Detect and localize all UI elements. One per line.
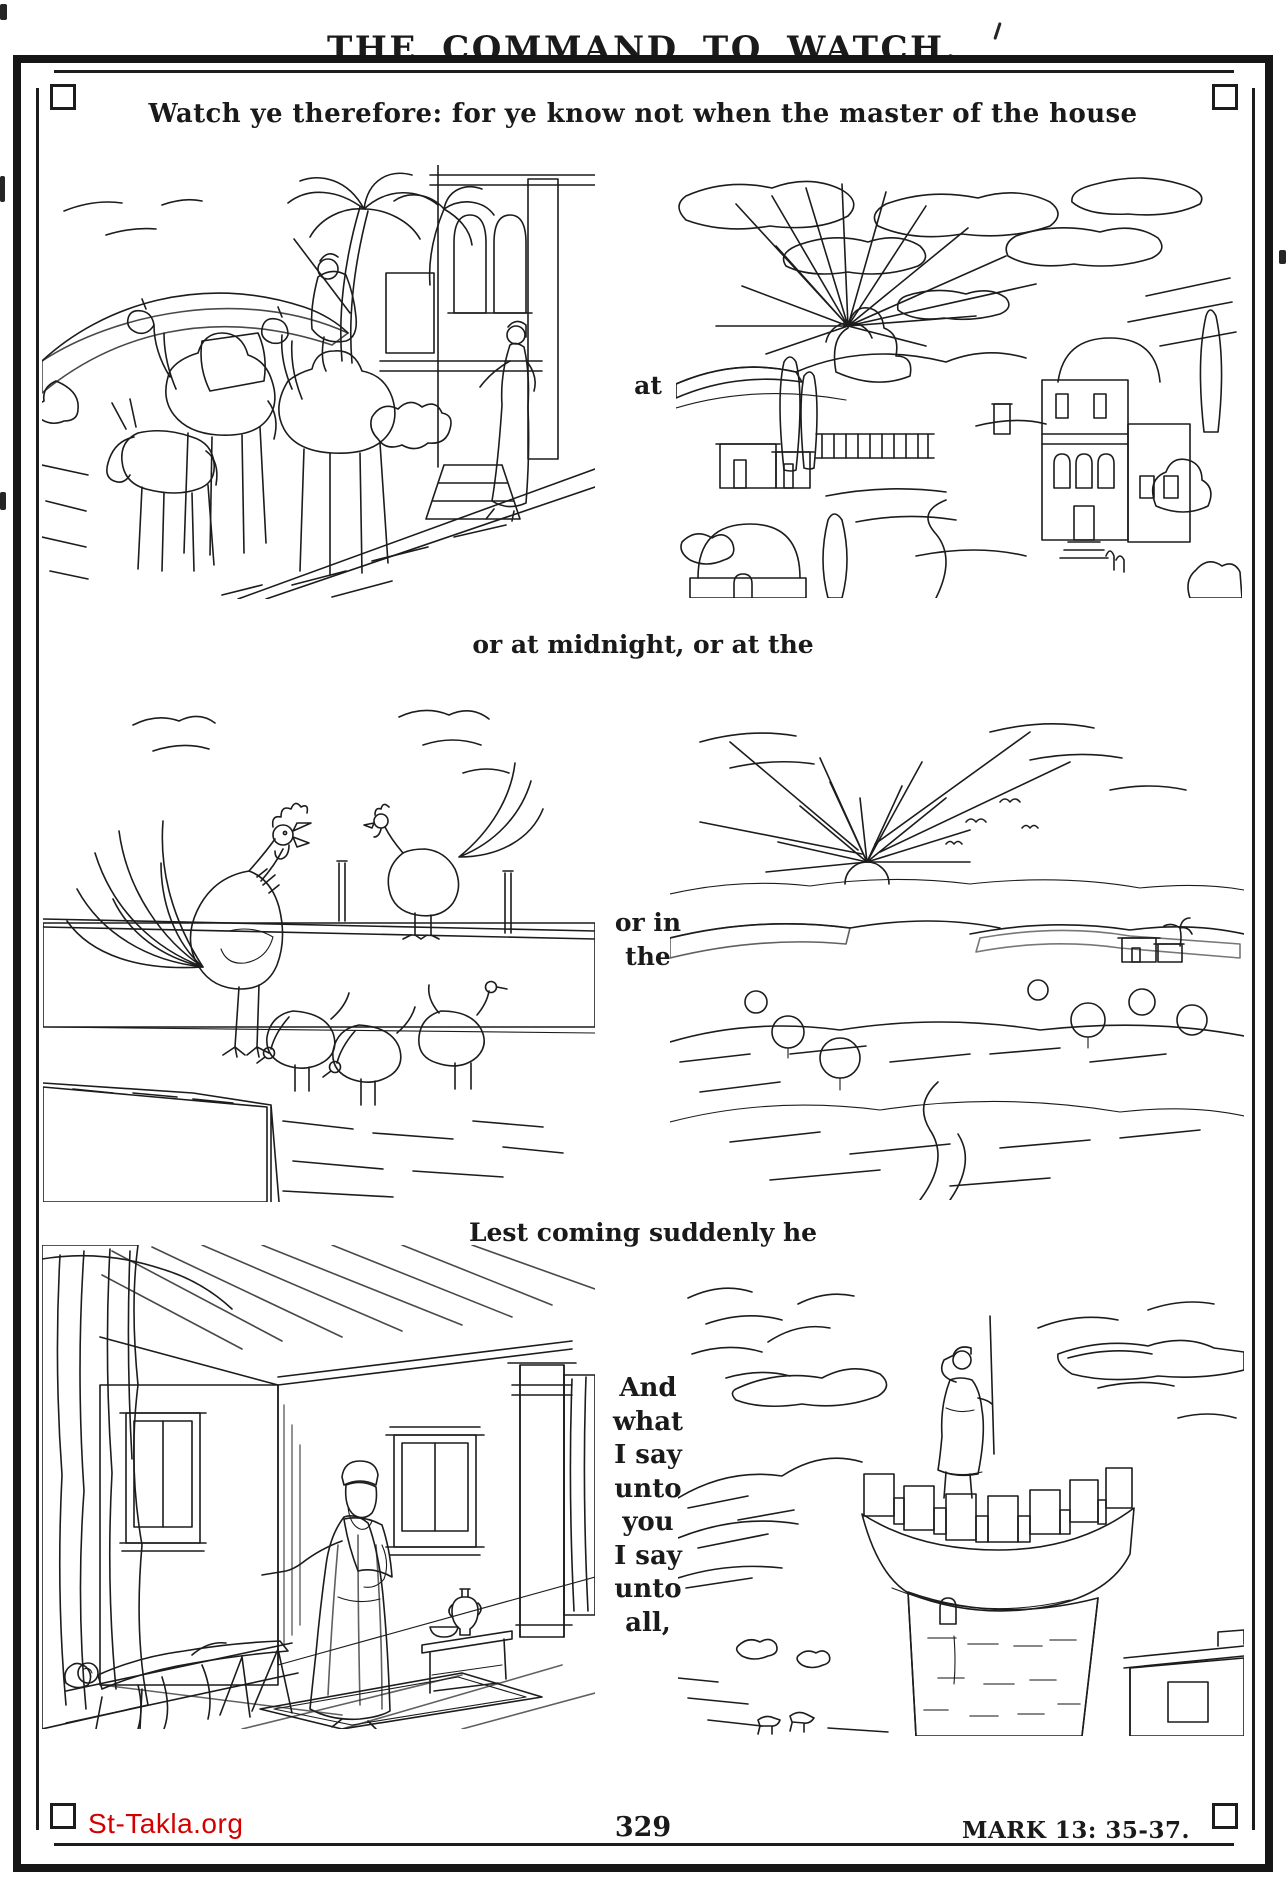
rebus-fragment-line: unto: [614, 1473, 682, 1504]
inner-frame-left-rule: [36, 88, 39, 1830]
rebus-fragment-line: you: [622, 1507, 674, 1537]
scan-speck: [0, 492, 6, 510]
rebus-fragment-line: I say: [614, 1540, 682, 1571]
rebus-fragment-line: or in: [614, 908, 682, 937]
illustration-cockcrowing: [43, 681, 595, 1202]
rebus-fragment-line: all,: [625, 1607, 671, 1638]
scan-speck: [0, 176, 5, 202]
rebus-intro-line: Watch ye therefore: for ye know not when the master of the house: [148, 99, 1138, 129]
scripture-reference: MARK 13: 35-37.: [962, 1817, 1190, 1844]
rebus-fragment-line: the: [625, 942, 671, 971]
rebus-fragment-at: at: [634, 371, 662, 400]
page-title: THE COMMAND TO WATCH.: [326, 28, 959, 69]
site-watermark: St-Takla.org: [88, 1808, 244, 1839]
illustration-morning-landscape: [670, 702, 1244, 1200]
rebus-fragment-line: what: [612, 1406, 684, 1437]
scan-speck: [0, 4, 7, 20]
rebus-fragment-line: unto: [614, 1574, 682, 1604]
scan-speck: [1279, 250, 1286, 264]
inner-frame-right-rule: [1252, 88, 1255, 1830]
illustration-found-sleeping: [42, 1245, 595, 1729]
illustration-evening-village: [676, 176, 1242, 598]
rebus-midnight-line: or at midnight, or at the: [472, 630, 814, 659]
rebus-fragment-line: I say: [614, 1440, 682, 1470]
inner-frame-top-rule: [54, 70, 1234, 73]
illustration-watchman-tower: [678, 1258, 1244, 1736]
rebus-lest-line: Lest coming suddenly he: [468, 1218, 818, 1247]
rebus-fragment-line: And: [619, 1373, 677, 1403]
illustration-master-cometh: [42, 165, 595, 599]
page-number: 329: [614, 1812, 672, 1843]
